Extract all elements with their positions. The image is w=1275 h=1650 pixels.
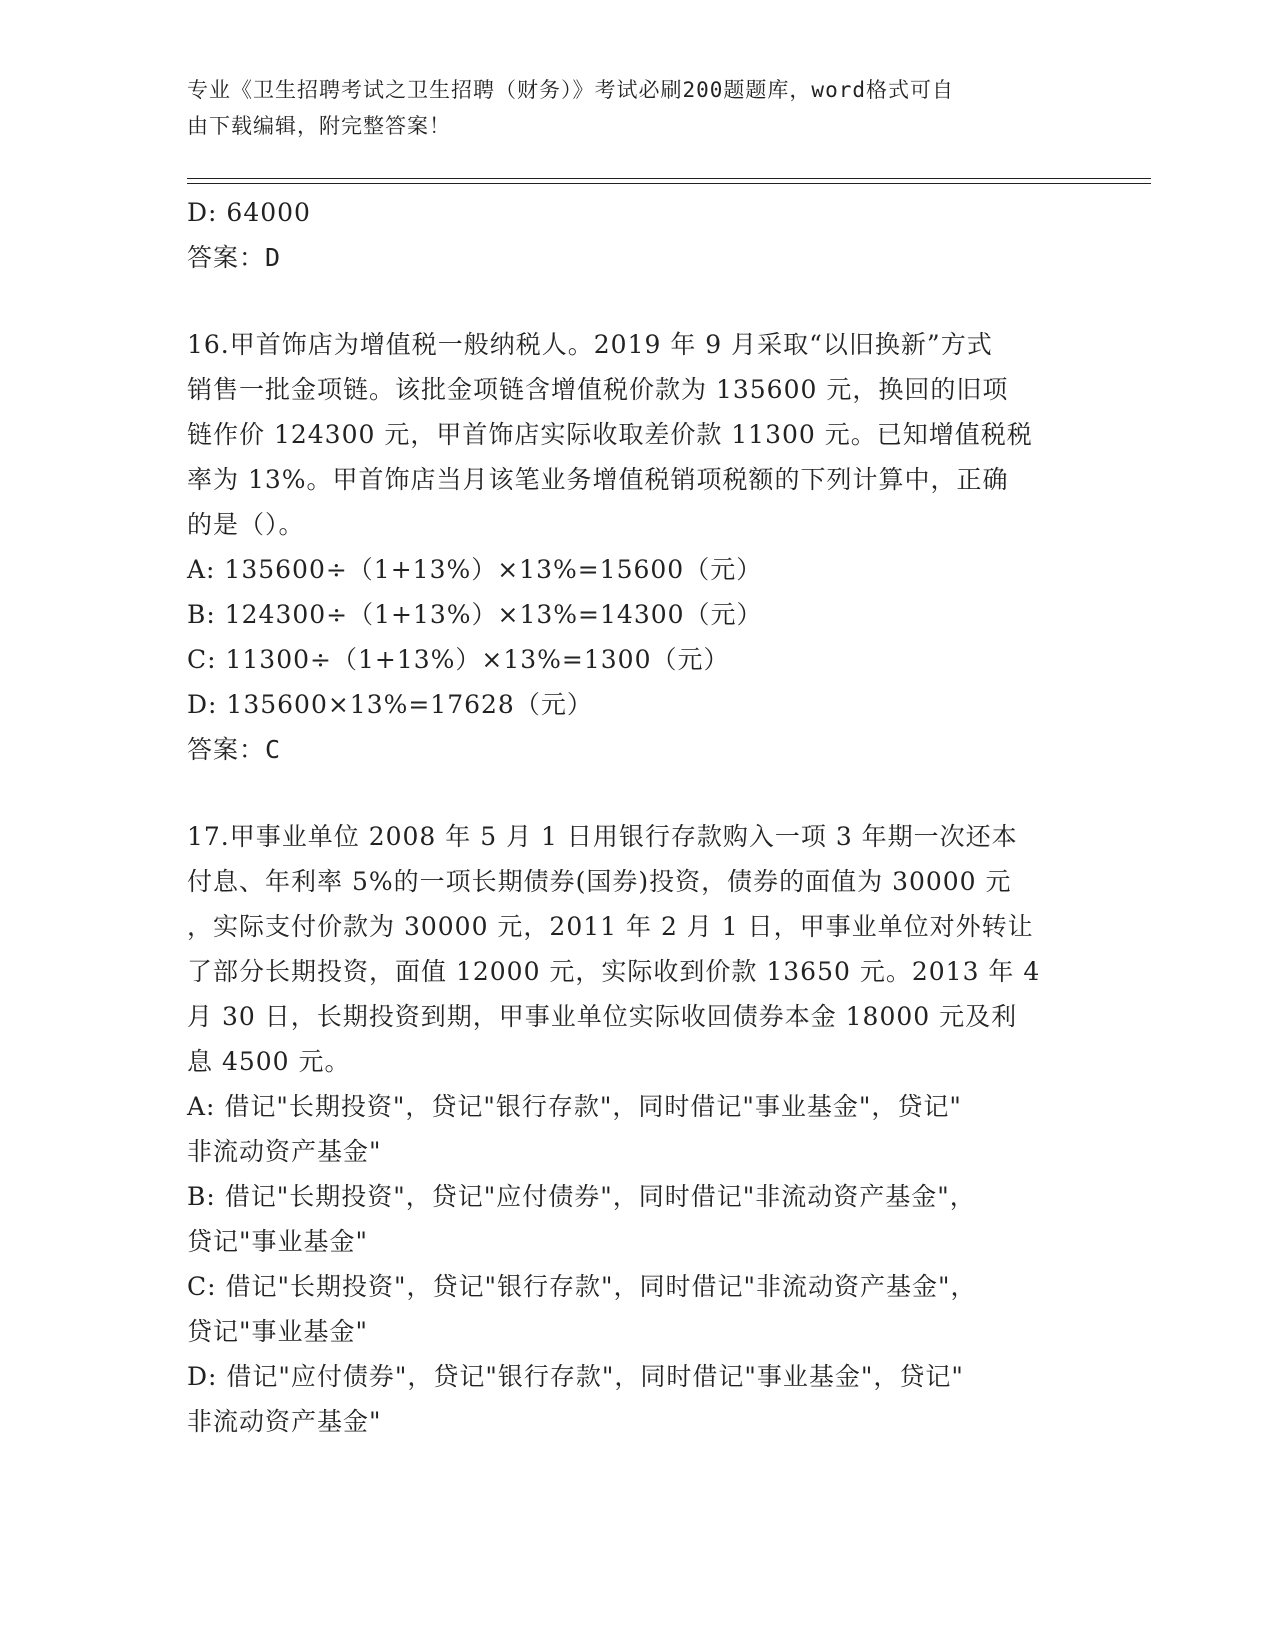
q16-stem-line: 的是（）。: [187, 510, 305, 539]
q17-stem-line: ，实际支付价款为 30000 元，2011 年 2 月 1 日，甲事业单位对外转让: [187, 912, 1034, 941]
q17-stem-line: 了部分长期投资，面值 12000 元，实际收到价款 13650 元。2013 年 4: [187, 957, 1041, 986]
q16-stem-line: 16.甲首饰店为增值税一般纳税人。2019 年 9 月采取“以旧换新”方式: [187, 330, 993, 359]
header-divider-top: [187, 178, 1151, 179]
q17-option-a: A: 借记"长期投资"，贷记"银行存款"，同时借记"事业基金"，贷记": [187, 1092, 962, 1121]
q16-option-a: A: 135600÷（1+13%）×13%=15600（元）: [187, 555, 763, 584]
q16-option-b: B: 124300÷（1+13%）×13%=14300（元）: [187, 600, 763, 629]
q17-option-d-cont: 非流动资产基金": [187, 1407, 382, 1436]
document-header: [187, 72, 1067, 144]
question-16: [187, 322, 1077, 772]
q17-stem-line: 月 30 日，长期投资到期，甲事业单位实际收回债券本金 18000 元及利: [187, 1002, 1018, 1031]
q17-option-d: D: 借记"应付债券"，贷记"银行存款"，同时借记"事业基金"，贷记": [187, 1362, 964, 1391]
q16-option-c: C: 11300÷（1+13%）×13%=1300（元）: [187, 645, 730, 674]
header-line-1: 专业《卫生招聘考试之卫生招聘（财务）》考试必刷200题题库，word格式可自: [187, 78, 954, 102]
q17-option-a-cont: 非流动资产基金": [187, 1137, 382, 1166]
q17-option-b: B: 借记"长期投资"，贷记"应付债券"，同时借记"非流动资产基金"，: [187, 1182, 976, 1211]
header-line-2: 由下载编辑，附完整答案！: [187, 114, 451, 138]
spacer: [187, 772, 1077, 814]
q16-option-d: D: 135600×13%=17628（元）: [187, 690, 593, 719]
question-17: [187, 814, 1077, 1444]
prev-answer: 答案：D: [187, 243, 282, 272]
q16-stem-line: 链作价 124300 元，甲首饰店实际收取差价款 11300 元。已知增值税税: [187, 420, 1033, 449]
q17-option-c: C: 借记"长期投资"，贷记"银行存款"，同时借记"非流动资产基金"，: [187, 1272, 977, 1301]
q17-option-c-cont: 贷记"事业基金": [187, 1317, 368, 1346]
q17-option-b-cont: 贷记"事业基金": [187, 1227, 368, 1256]
prev-option-d: D: 64000: [187, 198, 311, 227]
question-content: [187, 190, 1077, 1444]
q17-stem-line: 17.甲事业单位 2008 年 5 月 1 日用银行存款购入一项 3 年期一次还本: [187, 822, 1018, 851]
q16-stem-line: 率为 13%。甲首饰店当月该笔业务增值税销项税额的下列计算中，正确: [187, 465, 1009, 494]
header-divider-bottom: [187, 183, 1151, 184]
q17-stem-line: 付息、年利率 5%的一项长期债券(国券)投资，债券的面值为 30000 元: [187, 867, 1012, 896]
q17-stem-line: 息 4500 元。: [187, 1047, 351, 1076]
q16-answer: 答案：C: [187, 735, 282, 764]
spacer: [187, 280, 1077, 322]
q16-stem-line: 销售一批金项链。该批金项链含增值税价款为 135600 元，换回的旧项: [187, 375, 1009, 404]
